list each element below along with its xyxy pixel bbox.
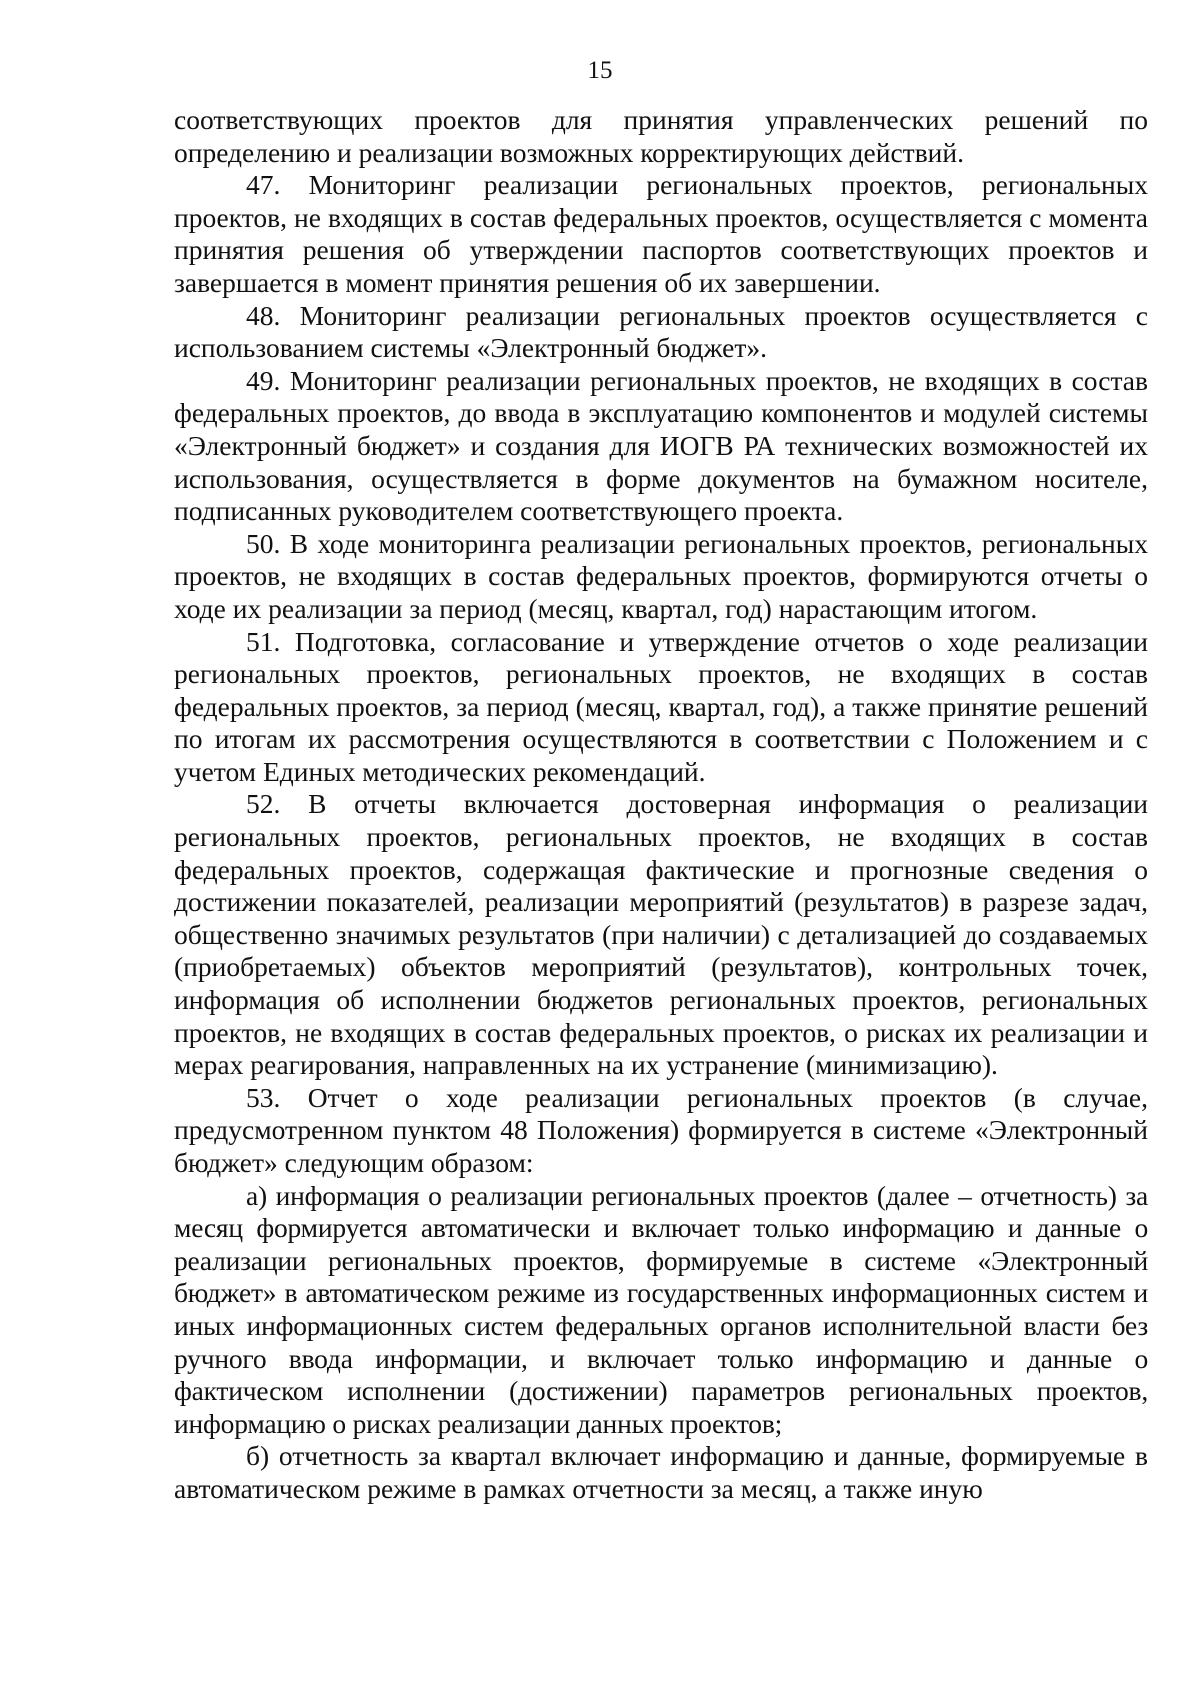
paragraph-53-a: а) информация о реализации региональных проектов (далее – отчетность) за месяц формируется автоматически и включает только информацию и данные о реализации региональных проектов, формируемые в системе «Электронный бюджет» в автоматическом режиме из государственных информационных систем и иных информационных систем федеральных органов исполнительной власти без ручного ввода информации, и включает только информацию и данные о фактическом исполнении (достижении) параметров региональных проектов, информацию о рисках реализации данных проектов; xyxy=(174,1179,1148,1439)
page-number: 15 xyxy=(587,57,613,84)
paragraph-continuation: соответствующих проектов для принятия управленческих решений по определению и реализации возможных корректирующих действий. xyxy=(174,104,1148,168)
paragraph-53: 53. Отчет о ходе реализации региональных проектов (в случае, предусмотренном пунктом 48 Положения) формируется в системе «Электронный бюджет» следующим образом: xyxy=(174,1081,1148,1178)
paragraph-51: 51. Подготовка, согласование и утверждение отчетов о ходе реализации региональных проектов, региональных проектов, не входящих в состав федеральных проектов, за период (месяц, квартал, год), а также принятие решений по итогам их рассмотрения осуществляются в соответствии с Положением и с учетом Единых методических рекомендаций. xyxy=(174,625,1148,787)
paragraph-52: 52. В отчеты включается достоверная информация о реализации региональных проектов, региональных проектов, не входящих в состав федеральных проектов, содержащая фактические и прогнозные сведения о достижении показателей, реализации мероприятий (результатов) в разрезе задач, общественно значимых результатов (при наличии) с детализацией до создаваемых (приобретаемых) объектов мероприятий (результатов), контрольных точек, информация об исполнении бюджетов региональных проектов, региональных проектов, не входящих в состав федеральных проектов, о рисках их реализации и мерах реагирования, направленных на их устранение (минимизацию). xyxy=(174,788,1148,1081)
paragraph-53-b: б) отчетность за квартал включает информацию и данные, формируемые в автоматическом режиме в рамках отчетности за месяц, а также иную xyxy=(174,1440,1148,1504)
paragraph-48: 48. Мониторинг реализации региональных проектов осуществляется с использованием системы «Электронный бюджет». xyxy=(174,299,1148,364)
paragraph-50: 50. В ходе мониторинга реализации региональных проектов, региональных проектов, не входящих в состав федеральных проектов, формируются отчеты о ходе их реализации за период (месяц, квартал, год) нарастающим итогом. xyxy=(174,527,1148,624)
paragraph-47: 47. Мониторинг реализации региональных проектов, региональных проектов, не входящих в состав федеральных проектов, осуществляется с момента принятия решения об утверждении паспортов соответствующих проектов и завершается в момент принятия решения об их завершении. xyxy=(174,169,1148,298)
paragraph-49: 49. Мониторинг реализации региональных проектов, не входящих в состав федеральных проектов, до ввода в эксплуатацию компонентов и модулей системы «Электронный бюджет» и создания для ИОГВ РА технических возможностей их использования, осуществляется в форме документов на бумажном носителе, подписанных руководителем соответствующего проекта. xyxy=(174,364,1148,527)
document-body xyxy=(174,104,1148,1506)
